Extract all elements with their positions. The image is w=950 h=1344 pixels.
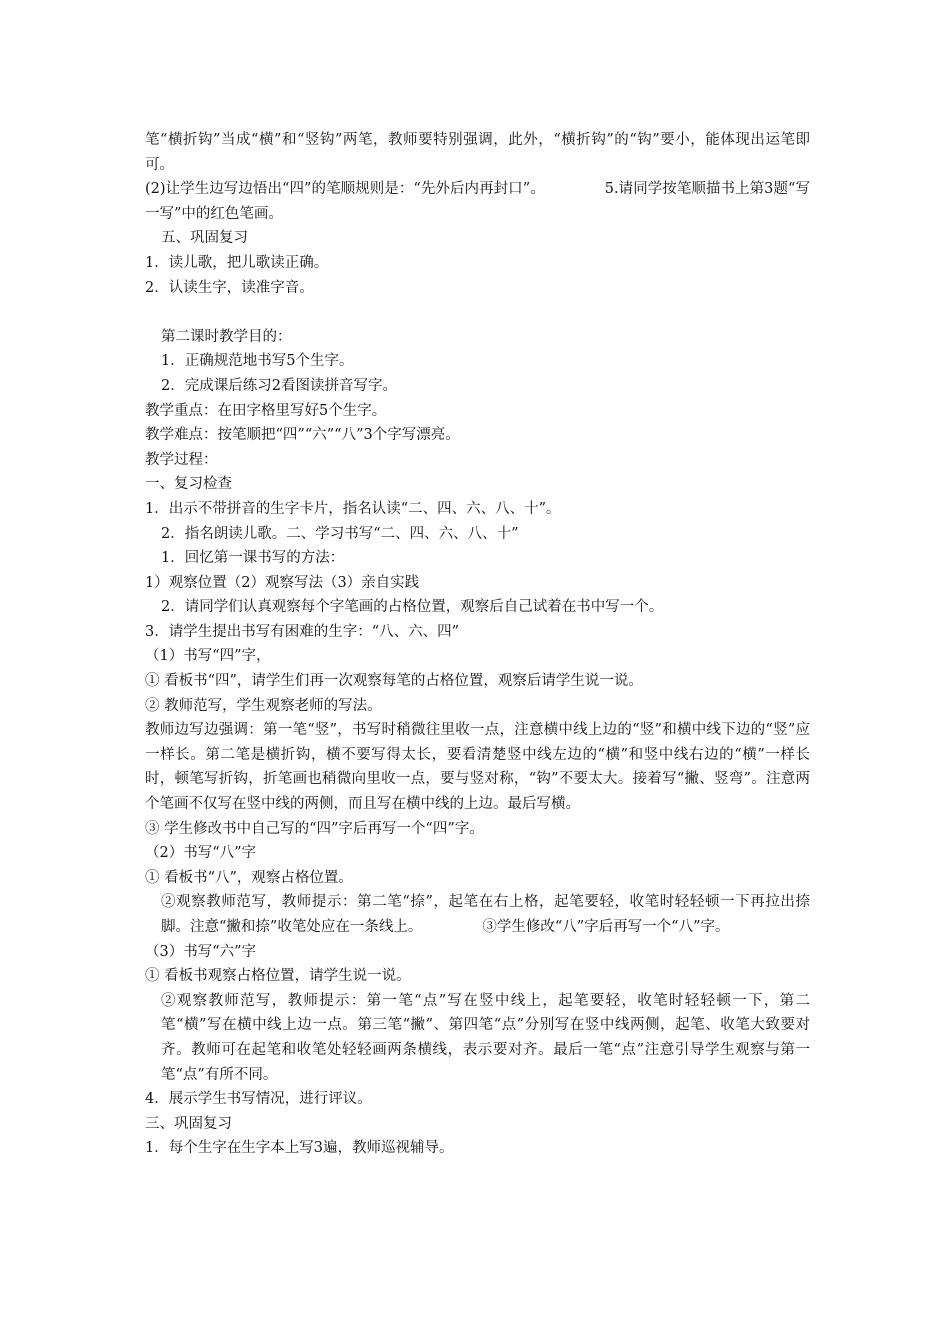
list-item: 2．请同学们认真观察每个字笔画的占格位置，观察后自己试着在书中写一个。 <box>161 599 664 616</box>
section-heading: 三、巩固复习 <box>145 1115 232 1132</box>
text-run: (2)让学生边写边悟出“四”的笔顺规则是：“先外后内再封口”。 <box>145 181 545 198</box>
blank-line <box>145 300 810 325</box>
list-item: （3）书写“六”字 <box>145 943 257 960</box>
list-item: 1．每个生字在生字本上写3遍，教师巡视辅导。 <box>145 1140 454 1157</box>
paragraph: 教师边写边强调：第一笔“竖”，书写时稍微往里收一点，注意横中线上边的“竖”和横中线下边的“竖”应一样长。第二笔是横折钩，横不要写得太长，要看清楚竖中线左边的“横”和竖中线右边的“横”一样长时，顿笔写折钩，折笔画也稍微向里收一点，要与竖对称，“钩”不要太大。接着写“撇、竖弯”。注意两个笔画不仅写在竖中线的两侧，而且写在横中线的上边。最后写横。 <box>145 722 810 813</box>
section-heading: 五、巩固复习 <box>161 230 248 247</box>
list-item: 2．完成课后练习2看图读拼音写字。 <box>161 377 397 394</box>
paragraph: ②观察教师范写，教师提示：第一笔“点”写在竖中线上，起笔要轻，收笔时轻轻顿一下，第二笔“横”写在横中线上边一点。第三笔“撇”、第四笔“点”分别写在竖中线两侧，起笔、收笔大致要对齐。教师可在起笔和收笔处轻轻画两条横线，表示要对齐。最后一笔“点”注意引导学生观察与第一笔“点”有所不同。 <box>161 992 810 1083</box>
paragraph: 教学难点：按笔顺把“四”“六”“八”3个字写漂亮。 <box>145 427 460 444</box>
list-item: 1）观察位置（2）观察写法（3）亲自实践 <box>145 574 420 591</box>
list-item: 1．回忆第一课书写的方法： <box>161 550 345 567</box>
paragraph <box>145 890 810 939</box>
paragraph: 教学重点：在田字格里写好5个生字。 <box>145 402 387 419</box>
list-item: ② 教师范写，学生观察老师的写法。 <box>145 697 382 714</box>
text-run: ②观察教师范写，教师提示：第二笔“捺”，起笔在右上格，起笔要轻，收笔时轻轻顿一下再拉出捺脚。注意“撇和捺”收笔处应在一条线上。 <box>161 894 810 935</box>
paragraph: 教学过程： <box>145 451 218 468</box>
list-item: 3．请学生提出书写有困难的生字：“八、六、四” <box>145 623 460 640</box>
list-item: ① 看板书“八”，观察占格位置。 <box>145 869 353 886</box>
section-heading: 一、复习检查 <box>145 476 232 493</box>
list-item: ③ 学生修改书中自己写的“四”字后再写一个“四”字。 <box>145 820 484 837</box>
list-item: 1．读儿歌，把儿歌读正确。 <box>145 254 329 271</box>
paragraph: 笔“横折钩”当成“横”和“竖钩”两笔，教师要特别强调，此外，“横折钩”的“钩”要小，能体现出运笔即可。 <box>145 132 810 173</box>
document-page <box>145 128 810 1161</box>
list-item: （1）书写“四”字， <box>145 648 271 665</box>
list-item: ① 看板书“四”，请学生们再一次观察每笔的占格位置，观察后请学生说一说。 <box>145 673 643 690</box>
list-item: （2）书写“八”字 <box>145 845 257 862</box>
list-item: 2．指名朗读儿歌。二、学习书写“二、四、六、八、十” <box>161 525 519 542</box>
text-run: ③学生修改“八”字后再写一个“八”字。 <box>482 919 730 935</box>
list-item: 2．认读生字，读准字音。 <box>145 279 314 296</box>
list-item: ① 看板书观察占格位置，请学生说一说。 <box>145 968 411 985</box>
paragraph <box>145 177 810 226</box>
list-item: 1．正确规范地书写5个生字。 <box>161 353 354 370</box>
list-item: 1．出示不带拼音的生字卡片，指名认读“二、四、六、八、十”。 <box>145 500 561 517</box>
section-heading: 第二课时教学目的： <box>161 328 292 345</box>
text-run: 5.请同学按笔顺描书上第3题“写一写”中的红色笔画。 <box>145 181 810 222</box>
list-item: 4．展示学生书写情况，进行评议。 <box>145 1091 372 1108</box>
